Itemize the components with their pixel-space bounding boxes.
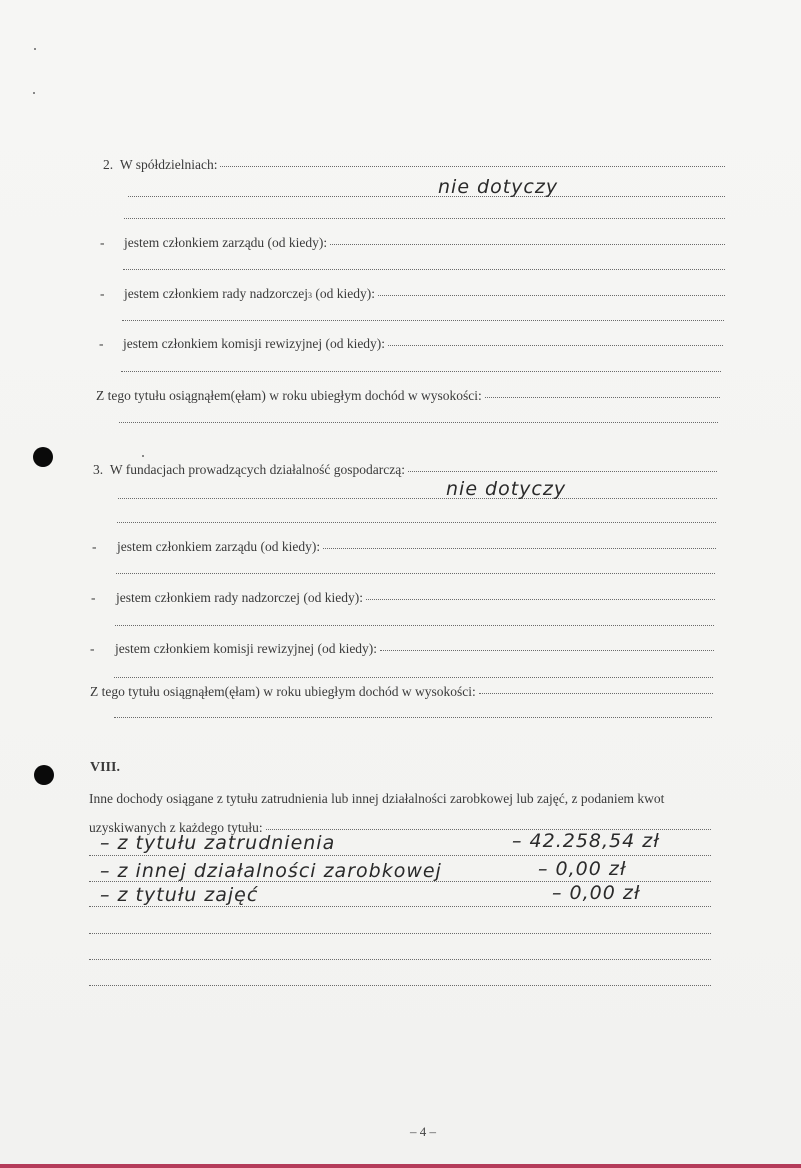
fill-line: [115, 625, 714, 626]
footnote-marker: 3: [308, 291, 313, 300]
section3-heading: 3. W fundacjach prowadzących działalność gospodarczą:: [93, 462, 405, 477]
fill-line: [114, 677, 713, 678]
section2-supervisory-suffix: (od kiedy):: [312, 286, 376, 301]
section3-board-label: jestem członkiem zarządu (od kiedy):: [117, 539, 321, 554]
section2-audit-row: [99, 336, 723, 352]
fill-line: [114, 717, 712, 718]
dash-marker: -: [100, 235, 105, 250]
fill-line: [116, 573, 715, 574]
section2-supervisory-row: [100, 286, 725, 302]
section3-heading-row: [93, 462, 717, 478]
section3-income-label: Z tego tytułu osiągnąłem(ęłam) w roku ubiegłym dochód w wysokości:: [90, 684, 476, 699]
fill-line: [366, 599, 715, 600]
section3-handwritten-note: nie dotyczy: [446, 478, 567, 500]
section2-income-row: [96, 388, 720, 404]
scan-speck: [142, 455, 144, 457]
section2-income-label: Z tego tytułu osiągnąłem(ęłam) w roku ubiegłym dochód w wysokości:: [96, 388, 482, 403]
section8-entry-label: – z tytułu zajęć: [100, 884, 259, 906]
section2-heading: 2. W spółdzielniach:: [103, 157, 218, 172]
fill-line: [122, 320, 724, 321]
section3-board-row: [92, 539, 716, 555]
fill-line: [89, 985, 711, 986]
fill-line: [388, 345, 723, 346]
fill-line: [89, 906, 711, 907]
fill-line: [408, 471, 717, 472]
fill-line: [378, 295, 725, 296]
fill-line: [479, 693, 713, 694]
dash-marker: -: [99, 336, 104, 351]
section8-entry-amount: – 42.258,54 zł: [512, 830, 660, 852]
fill-line: [330, 244, 725, 245]
scan-speck: [33, 92, 35, 94]
section2-heading-row: [103, 157, 725, 173]
fill-line: [89, 933, 711, 934]
section2-board-row: [100, 235, 725, 251]
dash-marker: -: [90, 641, 95, 656]
section3-supervisory-row: [91, 590, 715, 606]
section3-audit-row: [90, 641, 714, 657]
section8-entry-amount: – 0,00 zł: [538, 858, 627, 880]
section8-entry-amount: – 0,00 zł: [552, 882, 641, 904]
section3-supervisory-label: jestem członkiem rady nadzorczej (od kiedy):: [116, 590, 364, 605]
section8-intro-line2: uzyskiwanych z każdego tytułu:: [89, 820, 263, 835]
section8-entry-label: – z innej działalności zarobkowej: [100, 860, 442, 882]
dash-marker: -: [91, 590, 96, 605]
section2-board-label: jestem członkiem zarządu (od kiedy):: [124, 235, 328, 250]
fill-line: [220, 166, 725, 167]
fill-line: [117, 522, 716, 523]
section8-heading: VIII.: [90, 760, 120, 775]
fill-line: [124, 218, 725, 219]
dash-marker: -: [92, 539, 97, 554]
fill-line: [121, 371, 721, 372]
section3-audit-label: jestem członkiem komisji rewizyjnej (od kiedy):: [115, 641, 378, 656]
fill-line: [485, 397, 720, 398]
fill-line: [123, 269, 725, 270]
fill-line: [89, 959, 711, 960]
page-number: – 4 –: [410, 1124, 436, 1139]
punch-hole: [33, 447, 53, 467]
section3-income-row: [90, 684, 713, 700]
fill-line: [380, 650, 714, 651]
punch-hole: [34, 765, 54, 785]
section2-supervisory-label: jestem członkiem rady nadzorczej: [124, 286, 309, 301]
section2-handwritten-note: nie dotyczy: [438, 176, 559, 198]
section8-intro-row: [89, 791, 664, 807]
section8-heading-row: [90, 760, 120, 776]
fill-line: [128, 196, 725, 197]
section8-intro-line1: Inne dochody osiągane z tytułu zatrudnienia lub innej działalności zarobkowej lub zajęć, z podaniem kwot: [89, 791, 665, 806]
fill-line: [323, 548, 716, 549]
fill-line: [118, 498, 717, 499]
fill-line: [89, 855, 711, 856]
page-edge: [0, 1164, 801, 1168]
section8-entry-label: – z tytułu zatrudnienia: [100, 832, 336, 854]
dash-marker: -: [100, 286, 105, 301]
section2-audit-label: jestem członkiem komisji rewizyjnej (od kiedy):: [123, 336, 386, 351]
fill-line: [119, 422, 718, 423]
scan-speck: [34, 48, 36, 50]
